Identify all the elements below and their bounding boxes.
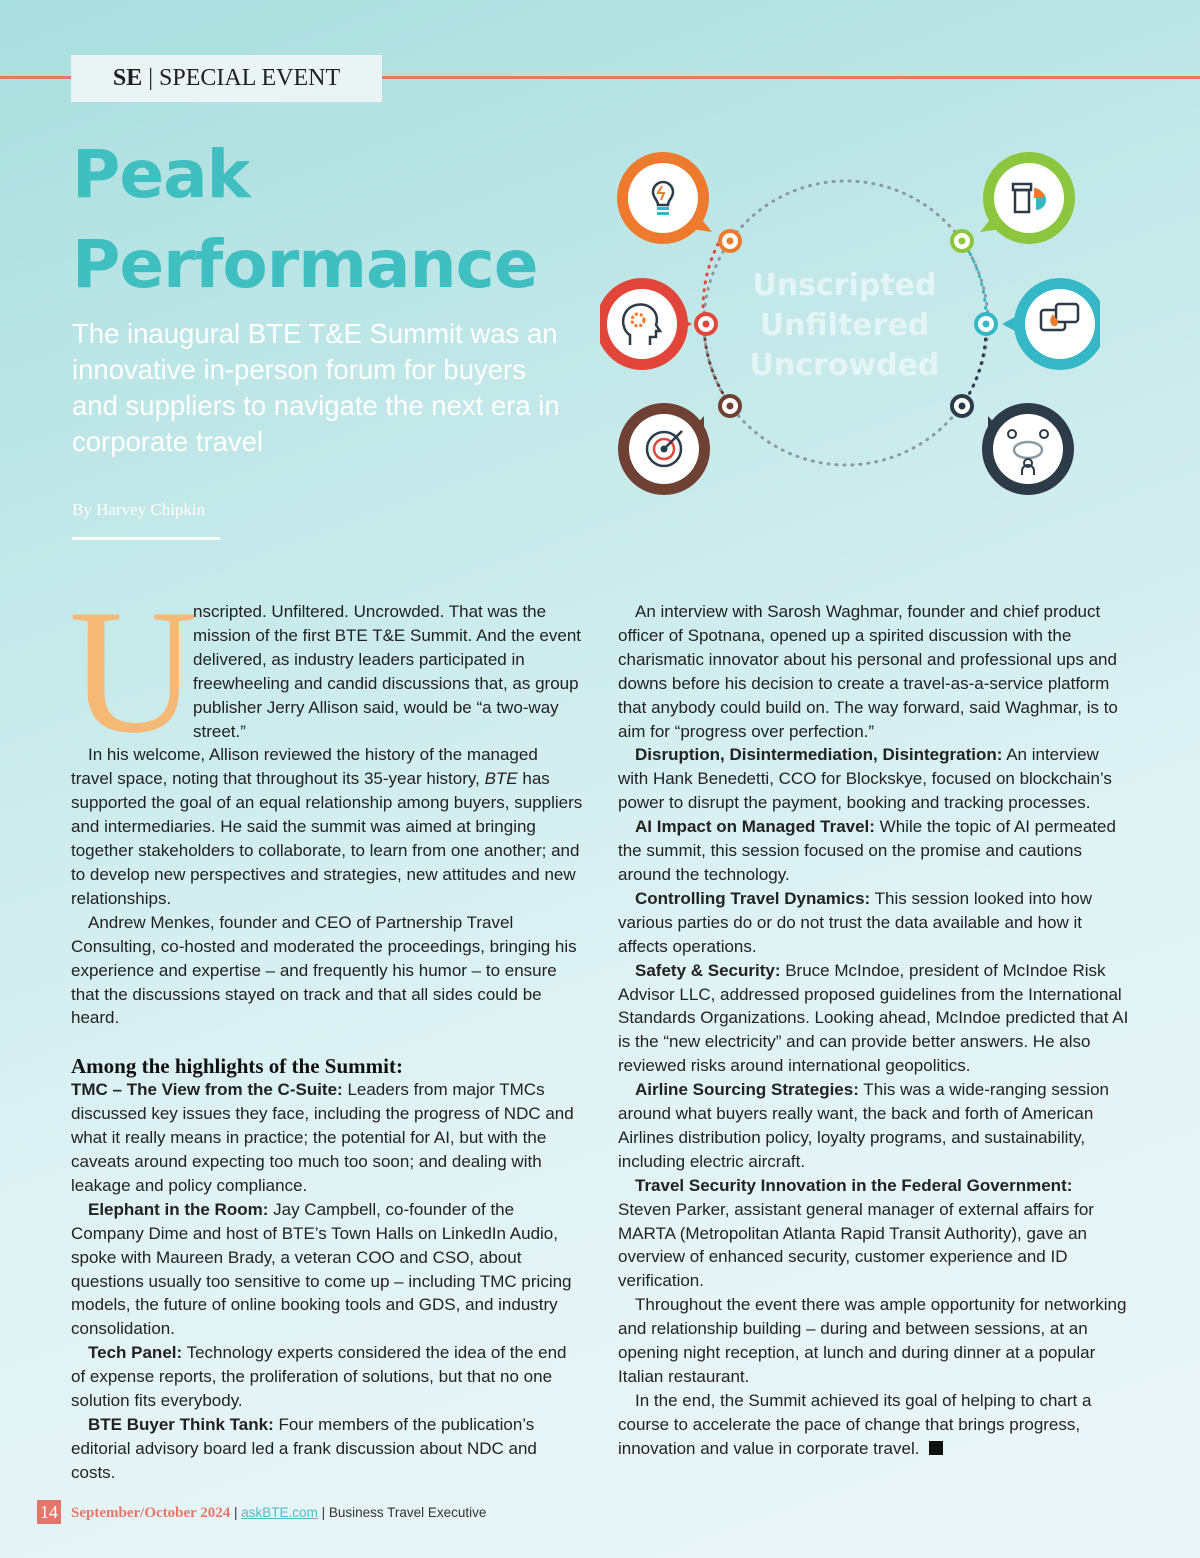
highlight-title: AI Impact on Managed Travel:: [635, 817, 875, 837]
highlight-travel-dynamics: [618, 887, 1130, 959]
highlight-title: Disruption, Disintermediation, Disintegration:: [635, 745, 1003, 765]
welcome-text-a: In his welcome, Allison reviewed the history of the managed travel space, noting that throughout its 35-year history,: [71, 745, 538, 789]
footer-publication: Business Travel Executive: [328, 1505, 487, 1520]
highlight-text: Leaders from major TMCs discussed key issues they face, including the progress of NDC and what it really means in practice; the potential for AI, but with the caveats around expecting too much too soon; and dealing with leakage and policy compliance.: [71, 1080, 574, 1195]
highlight-text: Steven Parker, assistant general manager of external affairs for MARTA (Metropolitan Atlanta Rapid Transit Authority), gave an overview of enhanced security, customer experience and ID verification.: [618, 1199, 1094, 1291]
byline: By Harvey Chipkin: [72, 500, 206, 519]
highlight-text: Jay Campbell, co-founder of the Company Dime and host of BTE’s Town Halls on LinkedIn Audio, spoke with Maureen Brady, a veteran COO and CSO, about questions usually too sensitive to come up – including TMC pricing models, the future of online booking tools and GDS, and industry consolidation.: [71, 1199, 572, 1339]
center-line-unfiltered: Unfiltered: [759, 308, 930, 343]
highlight-title: Travel Security Innovation in the Federal Government:: [635, 1175, 1073, 1195]
highlight-title: Safety & Security:: [635, 960, 781, 980]
welcome-text-italic: BTE: [484, 769, 518, 789]
waghmar-paragraph: An interview with Sarosh Waghmar, founder and chief product officer of Spotnana, opened up a spirited discussion with the charismatic innovator about his personal and professional ups and downs before his decision to create a travel-as-a-service platform that anybody could build on. The way forward, said Waghmar, is to aim for “progress over perfection.”: [618, 602, 1118, 741]
summit-infographic: [600, 140, 1100, 500]
welcome-text-b: has supported the goal of an equal relationship among buyers, suppliers and intermediaries. He said the summit was aimed at bringing together stakeholders to collaborate, to learn from one another; and to develop new perspectives and strategies, new attitudes and new relationships.: [71, 769, 583, 908]
highlight-text: This was a wide-ranging session around what buyers really want, the back and forth of American Airlines distribution policy, loyalty programs, and sustainability, including electric aircraft.: [618, 1080, 1109, 1171]
highlight-title: TMC – The View from the C-Suite:: [71, 1080, 343, 1100]
highlight-think-tank: [71, 1413, 583, 1485]
lightbulb-gear-icon: [617, 152, 712, 244]
highlight-text: An interview with Hank Benedetti, CCO for Blockskye, focused on blockchain’s power to disrupt the payment, booking and tracking processes.: [618, 745, 1112, 813]
right-column: [618, 600, 1130, 1461]
highlight-disruption: [618, 743, 1130, 815]
highlight-text: Bruce McIndoe, president of McIndoe Risk Advisor LLC, addressed proposed guidelines from the International Standards Organizations. Looking ahead, McIndoe predicted that AI is the “new electricity” and can provide better answers. He also reviewed risks around international geopolitics.: [618, 960, 1129, 1076]
networking-paragraph: Throughout the event there was ample opportunity for networking and relationship building – during and between sessions, at an opening night reception, at lunch and during dinner at a popular Italian restaurant.: [618, 1295, 1127, 1386]
highlight-title: Airline Sourcing Strategies:: [635, 1080, 859, 1100]
footer-issue: September/October 2024: [71, 1505, 231, 1521]
highlight-title: Tech Panel:: [88, 1343, 183, 1363]
highlight-tmc: [71, 1078, 583, 1198]
infographic-center-text: [742, 266, 947, 386]
end-mark-icon: [929, 1441, 943, 1455]
meeting-people-icon: [982, 403, 1074, 495]
highlight-safety: [618, 959, 1130, 1079]
byline-rule: [72, 537, 220, 540]
highlight-title: BTE Buyer Think Tank:: [88, 1415, 274, 1434]
highlight-airline-sourcing: [618, 1078, 1130, 1174]
section-code: SE: [112, 65, 143, 91]
closing-paragraph: [618, 1389, 1130, 1461]
highlight-ai-impact: [618, 815, 1130, 887]
left-column: [69, 572, 583, 1485]
highlight-tech-panel: [71, 1341, 583, 1413]
footer-sep-2: |: [317, 1505, 329, 1520]
highlight-text: Four members of the publication’s editorial advisory board led a frank discussion about NDC and costs.: [71, 1415, 537, 1482]
highlight-text: Technology experts considered the idea of the end of expense reports, the proliferation of solutions, but that no one solution fits everybody.: [71, 1343, 567, 1411]
head-gears-icon: [600, 278, 692, 370]
title-line-2: Performance: [72, 226, 538, 303]
drop-cap: U: [69, 572, 198, 770]
footer-website-link[interactable]: askBTE.com: [241, 1505, 318, 1520]
highlight-text: This session looked into how various parties do or do not trust the data available and how it affects operations.: [618, 888, 1092, 956]
intro-text: nscripted. Unfiltered. Uncrowded. That was the mission of the first BTE T&E Summit. And the event delivered, as industry leaders participated in freewheeling and candid discussions that, as group publisher Jerry Allison said, would be “a two-way street.”: [193, 602, 582, 741]
page-number: 14: [37, 1500, 61, 1524]
title-line-1: Peak: [72, 136, 250, 213]
highlight-elephant: [71, 1198, 583, 1341]
target-icon: [618, 403, 710, 495]
article-subtitle: The inaugural BTE T&E Summit was an innovative in-person forum for buyers and suppliers to navigate the next era in corporate travel: [72, 318, 560, 457]
highlight-federal-security: [618, 1174, 1130, 1294]
highlight-title: Elephant in the Room:: [88, 1199, 269, 1219]
section-separator: |: [148, 65, 154, 91]
chess-chart-icon: [980, 152, 1075, 244]
footer-line: [71, 1505, 486, 1522]
welcome-paragraph: [71, 743, 583, 910]
section-name: SPECIAL EVENT: [159, 65, 341, 91]
chat-bubbles-icon: [1002, 278, 1100, 370]
highlights-heading: Among the highlights of the Summit:: [71, 1054, 403, 1079]
footer-sep-1: |: [230, 1505, 242, 1520]
center-line-unscripted: Unscripted: [752, 268, 937, 303]
highlight-text: While the topic of AI permeated the summit, this session focused on the promise and cautions around the technology.: [618, 817, 1116, 884]
section-tag: [71, 55, 382, 102]
article-title: [72, 130, 592, 310]
center-line-uncrowded: Uncrowded: [749, 348, 940, 383]
highlight-title: Controlling Travel Dynamics:: [635, 888, 871, 908]
closing-text: In the end, the Summit achieved its goal of helping to chart a course to accelerate the pace of change that brings progress, innovation and value in corporate travel.: [618, 1390, 1092, 1458]
menkes-paragraph: Andrew Menkes, founder and CEO of Partnership Travel Consulting, co-hosted and moderated the proceedings, bringing his experience and expertise – and frequently his humor – to ensure that the discussions stayed on track and that all sides could be heard.: [71, 912, 577, 1028]
